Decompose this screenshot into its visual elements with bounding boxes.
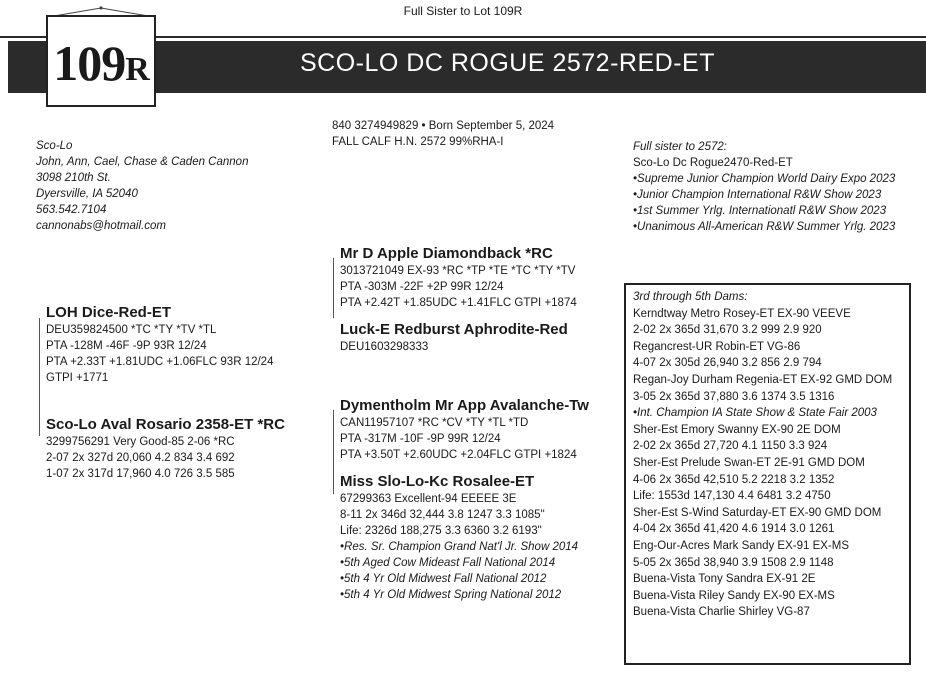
sire-dam-name: Luck-E Redburst Aphrodite-Red <box>340 321 568 338</box>
dam-detail: 2-07 2x 327d 20,060 4.2 834 3.4 692 <box>46 452 235 464</box>
granddam-detail: Life: 2326d 188,275 3.3 6360 3.2 6193" <box>340 525 542 537</box>
full-sister-block <box>633 139 895 235</box>
consignor-block <box>36 138 248 234</box>
animal-id-birth: 840 3274949829 • Born September 5, 2024 <box>332 120 555 132</box>
pedigree-connector <box>333 410 334 494</box>
granddam-award: •5th 4 Yr Old Midwest Spring National 2012 <box>340 589 562 601</box>
sire-block <box>340 245 577 311</box>
full-sister-award: •Unanimous All-American R&W Summer Yrlg. 2023 <box>633 221 896 233</box>
dams-line: Regan-Joy Durham Regenia-ET EX-92 GMD DOM <box>633 373 893 386</box>
consignor-street: 3098 210th St. <box>36 172 111 184</box>
dams-line: 2-02 2x 365d 27,720 4.1 1150 3.3 924 <box>633 440 828 453</box>
granddam-award: •5th 4 Yr Old Midwest Fall National 2012 <box>340 573 547 585</box>
dam-sire-name: LOH Dice-Red-ET <box>46 304 172 321</box>
sire-detail: 3013721049 EX-93 *RC *TP *TE *TC *TY *TV <box>340 265 576 277</box>
full-sister-award: •Supreme Junior Champion World Dairy Expo 2023 <box>633 173 896 185</box>
dam-sire-detail: PTA -128M -46F -9P 93R 12/24 <box>46 340 207 352</box>
granddam-award: •Res. Sr. Champion Grand Nat'l Jr. Show 2014 <box>340 541 579 553</box>
dam-block <box>46 416 285 482</box>
dams-line: Buena-Vista Riley Sandy EX-90 EX-MS <box>633 589 835 602</box>
sire-dam-block <box>340 321 568 355</box>
full-sister-heading: Full sister to 2572: <box>633 141 727 153</box>
dams-line: Sher-Est Emory Swanny EX-90 2E DOM <box>633 423 841 436</box>
granddam-detail: 67299363 Excellent-94 EEEEE 3E <box>340 493 517 505</box>
dams-line: 3-05 2x 365d 37,880 3.6 1374 3.5 1316 <box>633 390 835 403</box>
sire-detail: PTA +2.42T +1.85UDC +1.41FLC GTPI +1874 <box>340 297 577 309</box>
animal-class: FALL CALF H.N. 2572 99%RHA-I <box>332 136 504 148</box>
dams-line: Regancrest-UR Robin-ET VG-86 <box>633 340 801 353</box>
granddam-award: •5th Aged Cow Mideast Fall National 2014 <box>340 557 556 569</box>
dams-line: 4-06 2x 365d 42,510 5.2 2218 3.2 1352 <box>633 473 835 486</box>
mgs-detail: CAN11957107 *RC *CV *TY *TL *TD <box>340 417 529 429</box>
subtitle: Full Sister to Lot 109R <box>403 4 523 18</box>
consignor-email: cannonabs@hotmail.com <box>36 220 166 232</box>
dam-name: Sco-Lo Aval Rosario 2358-ET *RC <box>46 416 285 433</box>
sire-detail: PTA -303M -22F +2P 99R 12/24 <box>340 281 504 293</box>
consignor-phone: 563.542.7104 <box>36 204 107 216</box>
pedigree-connector <box>333 258 334 318</box>
pedigree-connector <box>39 318 40 436</box>
full-sister-award: •1st Summer Yrlg. Internationatl R&W Show 2023 <box>633 205 887 217</box>
consignor-city: Dyersville, IA 52040 <box>36 188 138 200</box>
full-sister-name: Sco-Lo Dc Rogue2470-Red-ET <box>633 157 793 169</box>
dams-line: 4-04 2x 365d 41,420 4.6 1914 3.0 1261 <box>633 523 835 536</box>
full-sister-award: •Junior Champion International R&W Show 2023 <box>633 189 882 201</box>
dams-list <box>633 289 892 621</box>
granddam-name: Miss Slo-Lo-Kc Rosalee-ET <box>340 473 535 490</box>
lot-number-digits: 109 <box>53 35 126 91</box>
granddam-detail: 8-11 2x 346d 32,444 3.8 1247 3.3 1085" <box>340 509 545 521</box>
dams-line: Kerndtway Metro Rosey-ET EX-90 VEEVE <box>633 307 851 320</box>
lot-number-suffix: R <box>125 51 149 88</box>
dam-sire-block <box>46 304 273 386</box>
dams-line: Sher-Est S-Wind Saturday-ET EX-90 GMD DOM <box>633 506 882 519</box>
sire-name: Mr D Apple Diamondback *RC <box>340 245 553 262</box>
consignor-owners: John, Ann, Cael, Chase & Caden Cannon <box>36 156 249 168</box>
dams-line: Buena-Vista Tony Sandra EX-91 2E <box>633 573 816 586</box>
dam-detail: 3299756291 Very Good-85 2-06 *RC <box>46 436 235 448</box>
dams-line: 5-05 2x 365d 38,940 3.9 1508 2.9 1148 <box>633 556 834 569</box>
dams-heading: 3rd through 5th Dams: <box>633 291 748 303</box>
granddam-block <box>340 473 578 603</box>
mgs-block <box>340 397 589 463</box>
dams-line: 4-07 2x 305d 26,940 3.2 856 2.9 794 <box>633 357 822 370</box>
dams-line: Life: 1553d 147,130 4.4 6481 3.2 4750 <box>633 490 831 503</box>
dams-line: 2-02 2x 365d 31,670 3.2 999 2.9 920 <box>633 324 822 337</box>
dams-line: Buena-Vista Charlie Shirley VG-87 <box>633 606 810 619</box>
mgs-detail: PTA +3.50T +2.60UDC +2.04FLC GTPI +1824 <box>340 449 577 461</box>
dam-sire-detail: GTPI +1771 <box>46 372 109 384</box>
mgs-detail: PTA -317M -10F -9P 99R 12/24 <box>340 433 501 445</box>
dams-line: Sher-Est Prelude Swan-ET 2E-91 GMD DOM <box>633 456 865 469</box>
lot-number <box>46 34 156 92</box>
dam-sire-detail: PTA +2.33T +1.81UDC +1.06FLC 93R 12/24 <box>46 356 274 368</box>
dams-line: Eng-Our-Acres Mark Sandy EX-91 EX-MS <box>633 539 850 552</box>
animal-title: SCO-LO DC ROGUE 2572-RED-ET <box>300 49 715 77</box>
dam-sire-detail: DEU359824500 *TC *TY *TV *TL <box>46 324 217 336</box>
dams-line: •Int. Champion IA State Show & State Fair 2003 <box>633 407 877 420</box>
consignor-farm: Sco-Lo <box>36 140 73 152</box>
dam-detail: 1-07 2x 317d 17,960 4.0 726 3.5 585 <box>46 468 235 480</box>
animal-info <box>332 118 554 150</box>
sire-dam-detail: DEU1603298333 <box>340 341 429 353</box>
mgs-name: Dymentholm Mr App Avalanche-Tw <box>340 397 589 414</box>
